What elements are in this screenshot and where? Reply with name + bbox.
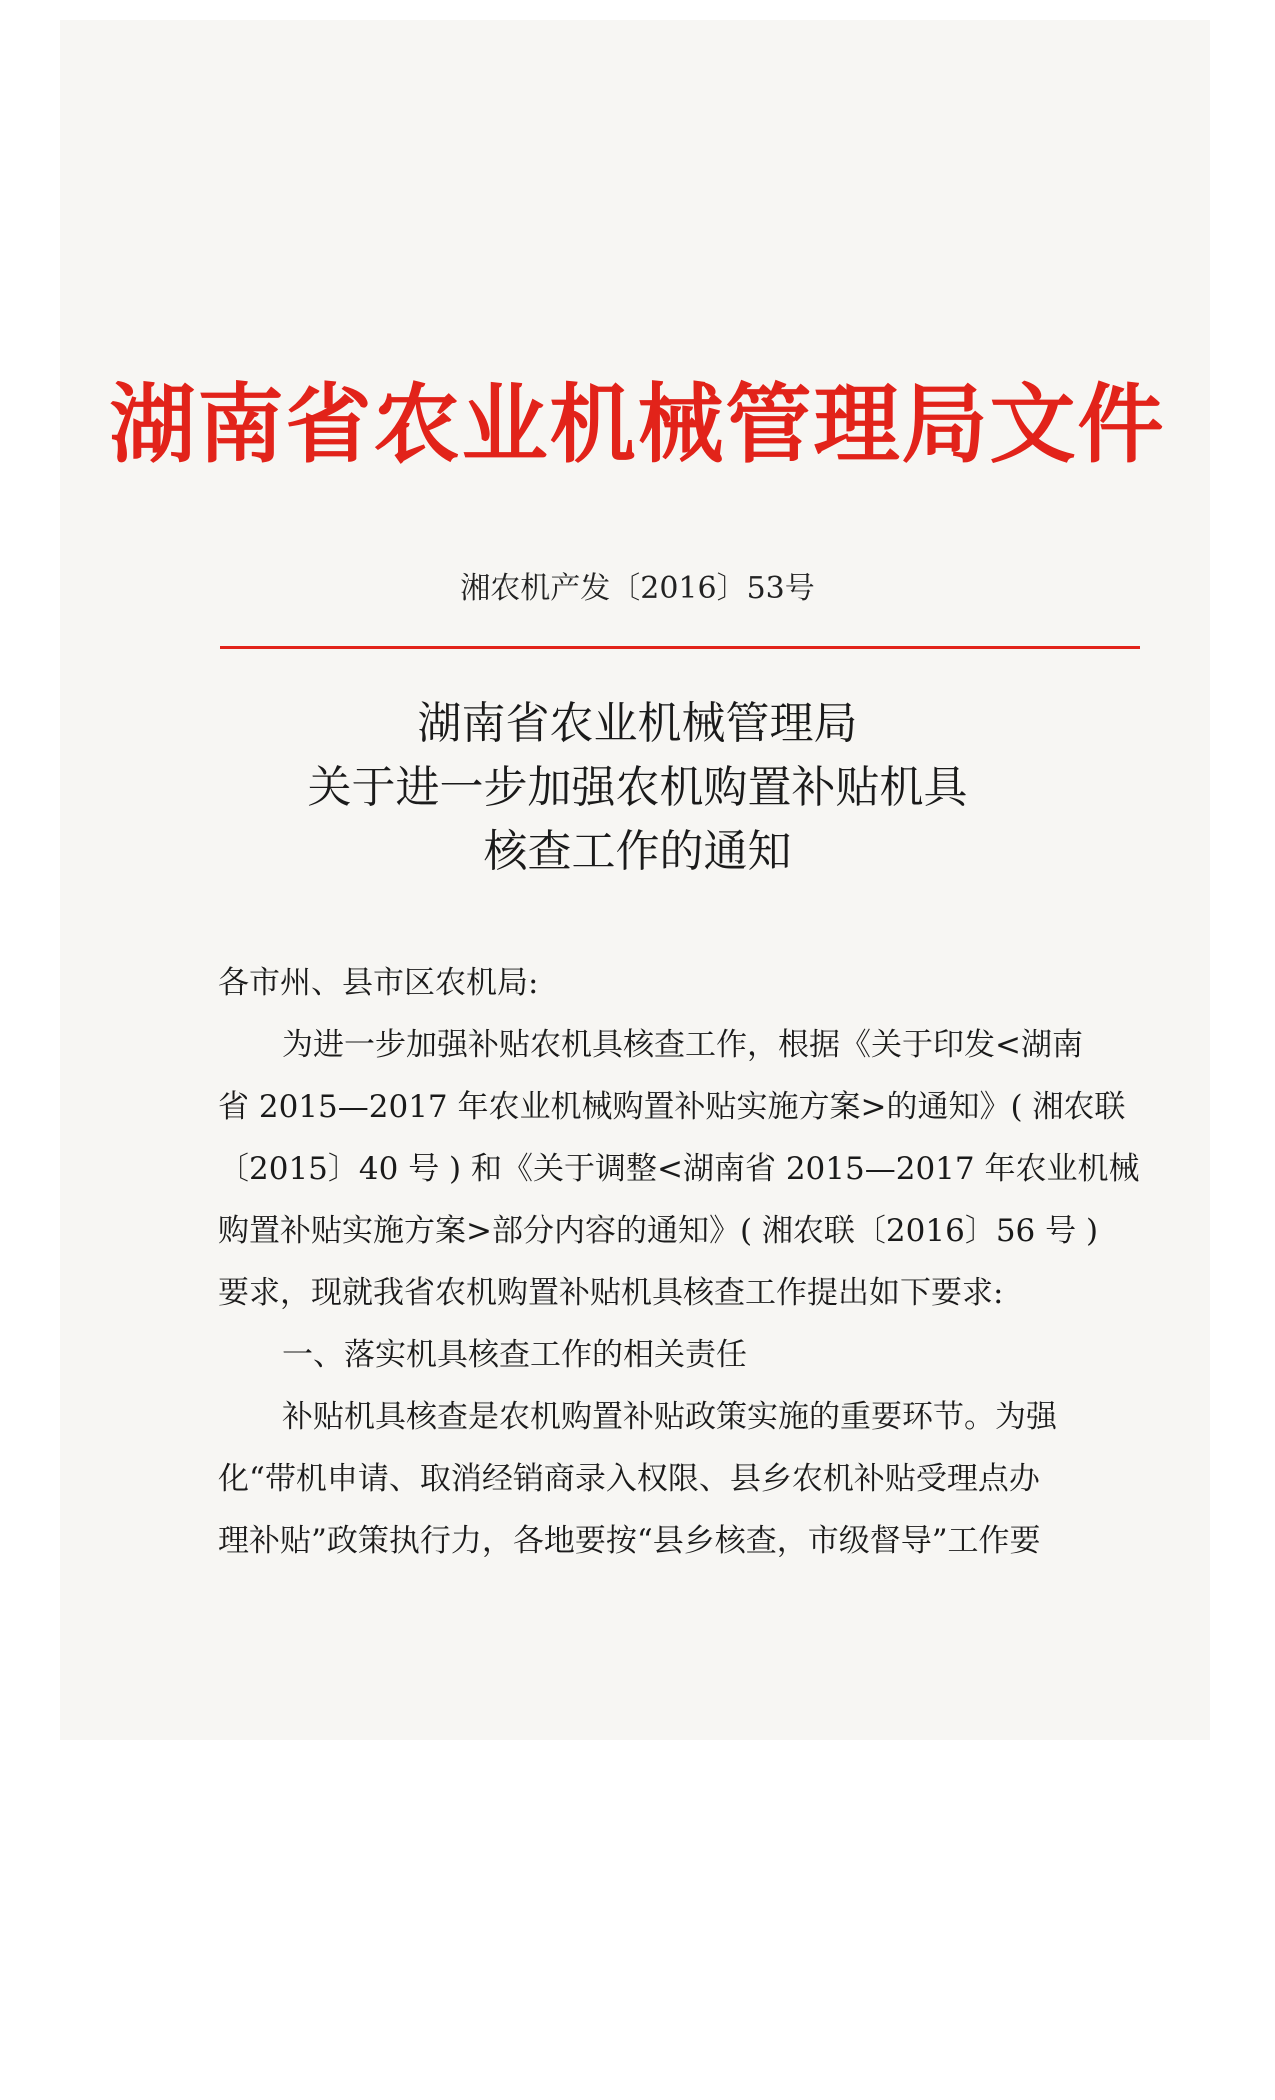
paragraph-1-line-1: 为进一步加强补贴农机具核查工作，根据《关于印发<湖南 bbox=[282, 1027, 1083, 1063]
notice-title-line-3: 核查工作的通知 bbox=[483, 826, 792, 877]
document-header-title: 湖南省农业机械管理局文件 bbox=[109, 375, 1166, 475]
paragraph-2-line-2: 化“带机申请、取消经销商录入权限、县乡农机补贴受理点办 bbox=[218, 1461, 1040, 1497]
salutation: 各市州、县市区农机局: bbox=[218, 965, 539, 1001]
document-number: 湘农机产发〔2016〕53号 bbox=[460, 571, 815, 606]
red-divider-line bbox=[220, 646, 1140, 649]
paragraph-1-line-5: 要求，现就我省农机购置补贴机具核查工作提出如下要求: bbox=[218, 1275, 1004, 1311]
notice-title-line-2: 关于进一步加强农机购置补贴机具 bbox=[307, 762, 968, 813]
paragraph-2-line-3: 理补贴”政策执行力，各地要按“县乡核查，市级督导”工作要 bbox=[218, 1523, 1041, 1559]
paragraph-1-line-4: 购置补贴实施方案>部分内容的通知》( 湘农联〔2016〕56 号 ) bbox=[218, 1213, 1099, 1249]
paragraph-1-line-2: 省 2015—2017 年农业机械购置补贴实施方案>的通知》( 湘农联 bbox=[218, 1089, 1126, 1125]
paragraph-2-line-1: 补贴机具核查是农机购置补贴政策实施的重要环节。为强 bbox=[282, 1399, 1057, 1435]
paragraph-1-line-3: 〔2015〕40 号 ) 和《关于调整<湖南省 2015—2017 年农业机械 bbox=[218, 1151, 1140, 1187]
notice-title-line-1: 湖南省农业机械管理局 bbox=[417, 698, 858, 749]
section-1-heading: 一、落实机具核查工作的相关责任 bbox=[282, 1337, 747, 1373]
notice-title bbox=[0, 692, 1275, 884]
document-body bbox=[218, 952, 1138, 1572]
